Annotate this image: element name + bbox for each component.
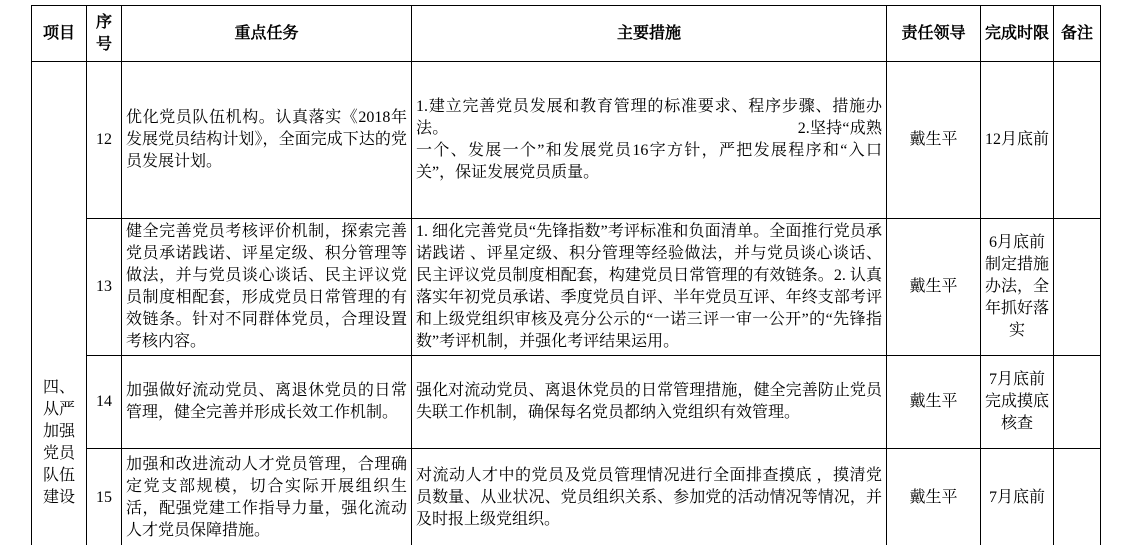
leader-cell[interactable]: 戴生平: [887, 62, 981, 219]
row-number-cell[interactable]: 14: [87, 356, 122, 449]
col-header-task: 重点任务: [122, 6, 412, 62]
leader-cell[interactable]: 戴生平: [887, 449, 981, 545]
row-number-cell[interactable]: 15: [87, 449, 122, 545]
col-header-remark: 备注: [1054, 6, 1101, 62]
remark-cell[interactable]: [1054, 449, 1101, 545]
leader-cell[interactable]: 戴生平: [887, 356, 981, 449]
task-cell[interactable]: 优化党员队伍机构。认真落实《2018年发展党员结构计划》，全面完成下达的党员发展计划。: [122, 62, 412, 219]
task-cell[interactable]: 加强和改进流动人才党员管理，合理确定党支部规模，切合实际开展组织生活，配强党建工作指导力量，强化流动人才党员保障措施。: [122, 449, 412, 545]
measures-cell[interactable]: 对流动人才中的党员及党员管理情况进行全面排查摸底 ，摸清党员数量、从业状况、党员组织关系、参加党的活动情况等情况，并及时报上级党组织。: [412, 449, 887, 545]
table-row: [32, 356, 1101, 449]
col-header-deadline: 完成时限: [981, 6, 1054, 62]
deadline-cell[interactable]: 12月底前: [981, 62, 1054, 219]
row-number-cell[interactable]: 13: [87, 219, 122, 356]
work-plan-table: [31, 5, 1101, 545]
leader-cell[interactable]: 戴生平: [887, 219, 981, 356]
measures-cell[interactable]: 强化对流动党员、离退休党员的日常管理措施，健全完善防止党员失联工作机制，确保每名党员都纳入党组织有效管理。: [412, 356, 887, 449]
table-row: [32, 62, 1101, 219]
deadline-cell[interactable]: 7月底前完成摸底核查: [981, 356, 1054, 449]
project-column-left-border-stub: [31, 539, 32, 545]
task-cell[interactable]: 健全完善党员考核评价机制，探索完善党员承诺践诺、评星定级、积分管理等做法，并与党员谈心谈话、民主评议党员制度相配套，形成党员日常管理的有效链条。针对不同群体党员，合理设置考核内容。: [122, 219, 412, 356]
table-row: [32, 449, 1101, 545]
project-group-label: 四、从严加强党员队伍建设: [42, 379, 75, 506]
remark-cell[interactable]: [1054, 219, 1101, 356]
measures-cell[interactable]: 1. 细化完善党员“先锋指数”考评标准和负面清单。全面推行党员承诺践诺 、评星定级、积分管理等经验做法，并与党员谈心谈话、民主评议党员制度相配套，构建党员日常管理的有效链条。2. 认真落实年初党员承诺、季度党员自评、半年党员互评、年终支部考评和上级党组织审核及亮分公示的“一诺三评一审一公开”的“先锋指数”考评机制，并强化考评结果运用。: [412, 219, 887, 356]
measures-cell[interactable]: 1.建立完善党员发展和教育管理的标准要求、程序步骤、措施办法。 2.坚持“成熟一个、发展一个”和发展党员16字方针，严把发展程序和“入口关”，保证发展党员质量。: [412, 62, 887, 219]
deadline-cell[interactable]: 6月底前制定措施办法，全年抓好落实: [981, 219, 1054, 356]
table-header-row: [32, 6, 1101, 62]
remark-cell[interactable]: [1054, 356, 1101, 449]
row-number-cell[interactable]: 12: [87, 62, 122, 219]
remark-cell[interactable]: [1054, 62, 1101, 219]
task-cell[interactable]: 加强做好流动党员、离退休党员的日常管理，健全完善并形成长效工作机制。: [122, 356, 412, 449]
project-column-right-border-stub: [86, 539, 87, 545]
col-header-measures: 主要措施: [412, 6, 887, 62]
col-header-project: 项目: [32, 6, 87, 62]
col-header-number: 序号: [87, 6, 122, 62]
table-row: [32, 219, 1101, 356]
project-group-cell[interactable]: [32, 62, 87, 545]
deadline-cell[interactable]: 7月底前: [981, 449, 1054, 545]
col-header-leader: 责任领导: [887, 6, 981, 62]
